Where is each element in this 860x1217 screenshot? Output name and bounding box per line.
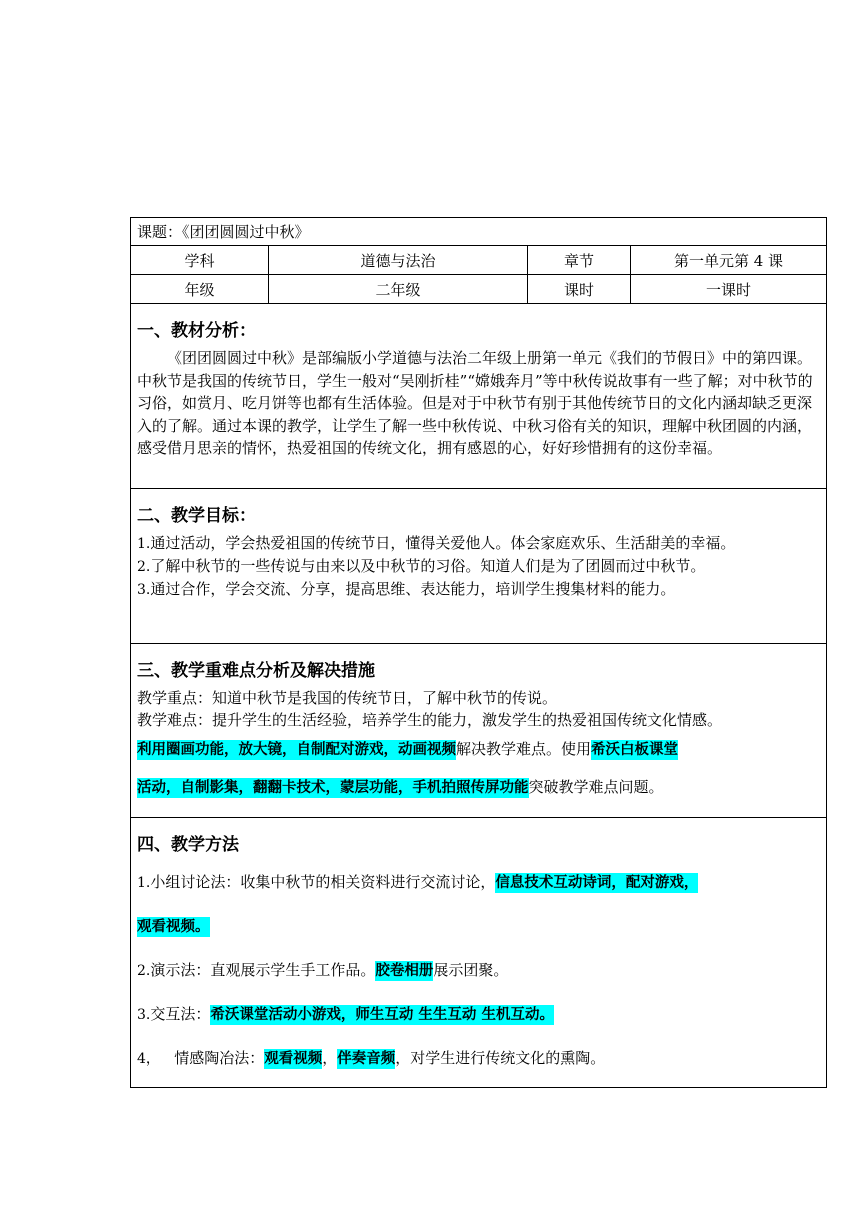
difficult-point: 教学难点：提升学生的生活经验，培养学生的能力，激发学生的热爱祖国传统文化情感。 <box>137 711 723 729</box>
goal-item: 2.了解中秋节的一些传说与由来以及中秋节的习俗。知道人们是为了团圆而过中秋节。 <box>137 557 706 575</box>
highlight: 胶卷相册 <box>375 963 434 979</box>
highlight: 伴奏音频 <box>337 1051 396 1067</box>
method-item-cont <box>137 905 820 949</box>
highlight: 活动，自制影集，翻翻卡技术，蒙层功能，手机拍照传屏功能 <box>137 780 529 796</box>
grade-label: 年级 <box>131 275 269 304</box>
highlight: 观看视频 <box>264 1051 323 1067</box>
goal-item: 1.通过活动，学会热爱祖国的传统节日，懂得关爱他人。体会家庭欢乐、生活甜美的幸福。 <box>137 534 736 552</box>
subject-value: 道德与法治 <box>269 246 528 275</box>
measure-line: 活动，自制影集，翻翻卡技术，蒙层功能，手机拍照传屏功能突破教学难点问题。 <box>137 778 664 796</box>
measure-line: 利用圈画功能，放大镜，自制配对游戏，动画视频解决教学难点。使用希沃白板课堂 <box>137 740 679 758</box>
section-teaching-goals <box>131 489 827 644</box>
period-value: 一课时 <box>631 275 827 304</box>
chapter-label: 章节 <box>528 246 631 275</box>
section-heading: 四、教学方法 <box>137 835 239 855</box>
goal-item: 3.通过合作，学会交流、分享，提高思维、表达能力，培训学生搜集材料的能力。 <box>137 580 676 598</box>
subject-label: 学科 <box>131 246 269 275</box>
highlight: 利用圈画功能，放大镜，自制配对游戏，动画视频 <box>137 742 456 758</box>
chapter-value: 第一单元第 4 课 <box>631 246 827 275</box>
section-heading: 一、教材分析： <box>137 321 256 341</box>
section-heading: 二、教学目标： <box>137 506 256 526</box>
method-item: 3.交互法：希沃课堂活动小游戏，师生互动 生生互动 生机互动。 <box>137 1005 554 1023</box>
material-analysis-text: 《团团圆圆过中秋》是部编版小学道德与法治二年级上册第一单元《我们的节假日》中的第四课。中秋节是我国的传统节日，学生一般对“吴刚折桂”“嫦娥奔月”等中秋传说故事有一些了解；对中秋节的习俗，如赏月、吃月饼等也都有生活体验。但是对于中秋节有别于其他传统节日的文化内涵却缺乏更深入的了解。通过本课的教学，让学生了解一些中秋传说、中秋习俗有关的知识，理解中秋团圆的内涵，感受借月思亲的情怀，热爱祖国的传统文化，拥有感恩的心，好好珍惜拥有的这份幸福。 <box>137 349 813 457</box>
method-item: 4， 情感陶冶法：观看视频，伴奏音频，对学生进行传统文化的熏陶。 <box>137 1049 606 1067</box>
highlight: 希沃白板课堂 <box>591 742 679 758</box>
highlight: 观看视频。 <box>137 919 210 935</box>
lesson-plan-table <box>130 217 827 1088</box>
lesson-title: 课题：《团团圆圆过中秋》 <box>131 218 827 246</box>
method-item: 2.演示法：直观展示学生手工作品。胶卷相册展示团聚。 <box>137 961 509 979</box>
method-item: 1.小组讨论法：收集中秋节的相关资料进行交流讨论，信息技术互动诗词，配对游戏， <box>137 873 699 891</box>
key-point: 教学重点：知道中秋节是我国的传统节日，了解中秋节的传说。 <box>137 689 558 707</box>
section-material-analysis <box>131 304 827 489</box>
period-label: 课时 <box>528 275 631 304</box>
highlight: 希沃课堂活动小游戏，师生互动 生生互动 生机互动。 <box>210 1007 554 1023</box>
section-teaching-methods <box>131 818 827 1088</box>
info-row-subject <box>131 246 827 275</box>
highlight: 信息技术互动诗词，配对游戏， <box>495 875 699 891</box>
grade-value: 二年级 <box>269 275 528 304</box>
section-heading: 三、教学重难点分析及解决措施 <box>137 661 375 681</box>
info-row-grade <box>131 275 827 304</box>
section-key-difficult-points <box>131 644 827 818</box>
